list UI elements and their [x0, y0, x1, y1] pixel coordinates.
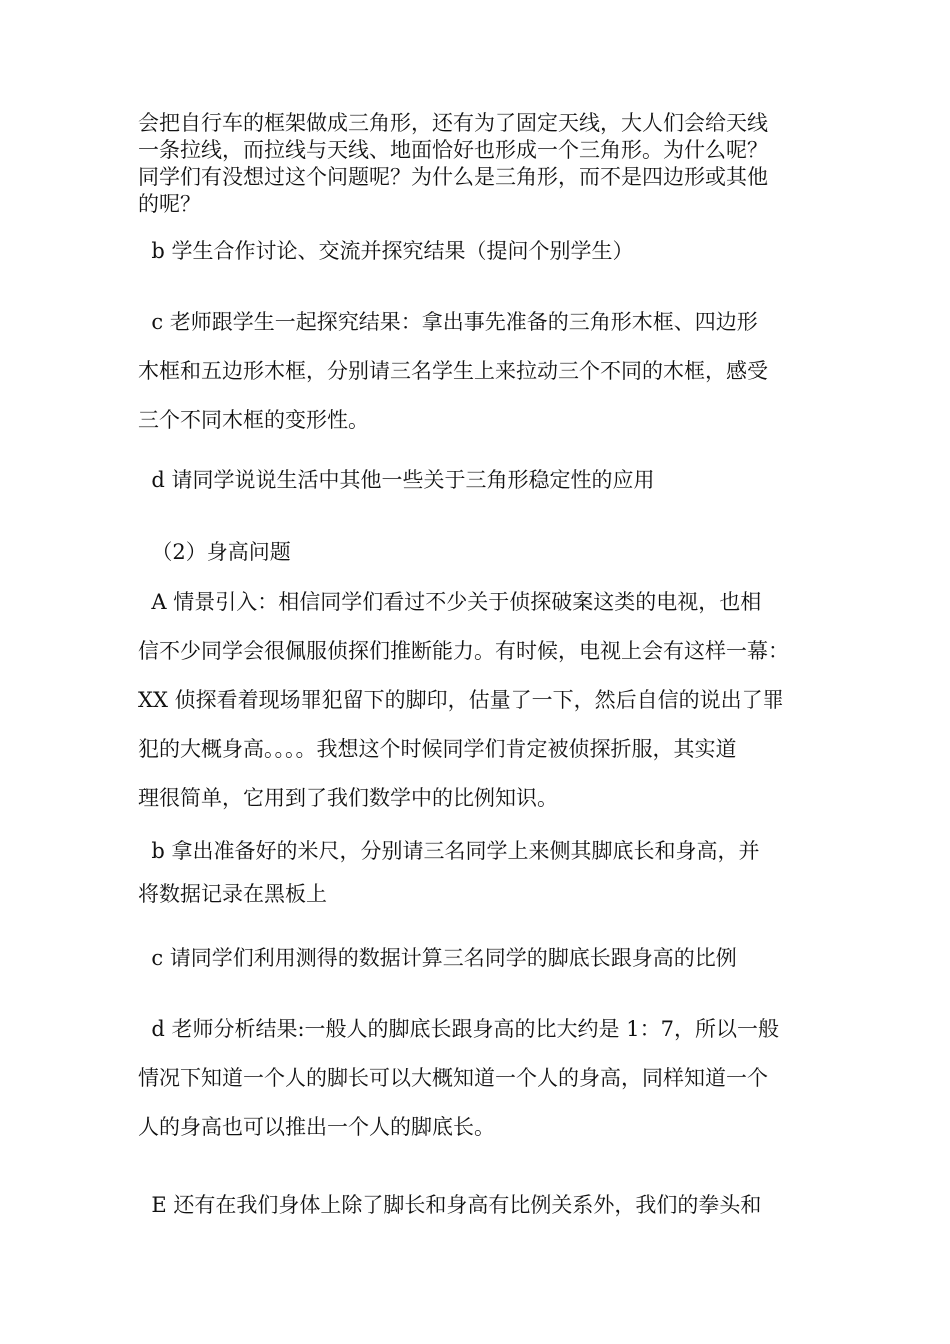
text-line: 同学们有没想过这个问题呢？为什么是三角形，而不是四边形或其他: [138, 165, 768, 189]
paragraph-step-b-measure: [138, 830, 828, 916]
text-line: 木框和五边形木框，分别请三名学生上来拉动三个不同的木框，感受: [138, 359, 768, 383]
text-line: 三个不同木框的变形性。: [138, 408, 369, 432]
paragraph-step-c-explore: [138, 298, 828, 445]
text-line: 人的身高也可以推出一个人的脚底长。: [138, 1115, 495, 1139]
text-line: （2）身高问题: [138, 540, 291, 564]
text-line: b 拿出准备好的米尺，分别请三名同学上来侧其脚底长和身高，并: [138, 839, 760, 863]
paragraph-step-e-proportion: [138, 1190, 828, 1220]
paragraph-step-d-analysis: [138, 1005, 828, 1152]
paragraph-bicycle-triangle: [138, 110, 828, 218]
text-line: b 学生合作讨论、交流并探究结果（提问个别学生）: [138, 239, 634, 263]
text-line: A 情景引入：相信同学们看过不少关于侦探破案这类的电视，也相: [138, 590, 762, 614]
text-line: 将数据记录在黑板上: [138, 882, 327, 906]
text-line: 理很简单，它用到了我们数学中的比例知识。: [138, 786, 558, 810]
paragraph-step-b-discussion: [138, 236, 828, 266]
text-line: 一条拉线，而拉线与天线、地面恰好也形成一个三角形。为什么呢？: [138, 138, 768, 162]
text-line: 会把自行车的框架做成三角形，还有为了固定天线，大人们会给天线: [138, 111, 768, 135]
text-line: 的呢？: [138, 192, 201, 216]
text-line: XX 侦探看着现场罪犯留下的脚印，估量了一下，然后自信的说出了罪: [138, 688, 784, 712]
text-line: 犯的大概身高。。。。我想这个时候同学们肯定被侦探折服，其实道: [138, 737, 737, 761]
paragraph-step-a-detective: [138, 578, 828, 823]
text-line: 情况下知道一个人的脚长可以大概知道一个人的身高，同样知道一个: [138, 1066, 768, 1090]
paragraph-step-d-applications: [138, 465, 828, 495]
text-line: d 请同学说说生活中其他一些关于三角形稳定性的应用: [138, 468, 655, 492]
text-line: c 请同学们利用测得的数据计算三名同学的脚底长跟身高的比例: [138, 946, 737, 970]
text-line: d 老师分析结果:一般人的脚底长跟身高的比大约是 1：7，所以一般: [138, 1017, 779, 1041]
text-line: E 还有在我们身体上除了脚长和身高有比例关系外，我们的拳头和: [138, 1193, 762, 1217]
text-line: 信不少同学会很佩服侦探们推断能力。有时候，电视上会有这样一幕：: [138, 639, 789, 663]
section-heading-height-problem: [138, 537, 828, 567]
text-line: c 老师跟学生一起探究结果：拿出事先准备的三角形木框、四边形: [138, 310, 758, 334]
paragraph-step-c-calculate: [138, 943, 828, 973]
